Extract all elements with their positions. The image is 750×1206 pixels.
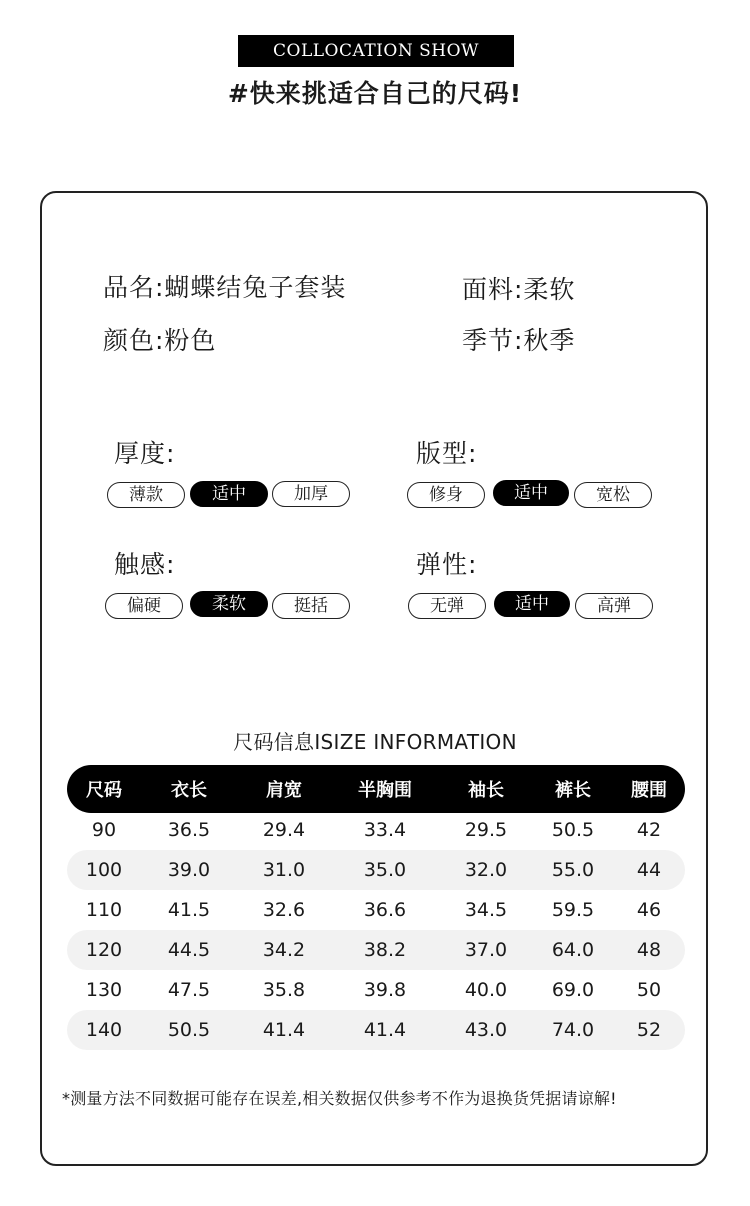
table-cell: 37.0 [464, 939, 508, 961]
product-name: 品名:蝴蝶结兔子套装 [103, 273, 347, 302]
table-cell: 39.8 [363, 979, 407, 1001]
table-cell: 47.5 [167, 979, 211, 1001]
table-cell: 69.0 [551, 979, 595, 1001]
table-cell: 40.0 [464, 979, 508, 1001]
size-table-header [67, 765, 685, 813]
collocation-show-banner: COLLOCATION SHOW [238, 35, 514, 67]
page-subtitle: #快来挑适合自己的尺码! [227, 79, 523, 108]
table-cell: 50 [636, 979, 662, 1001]
header-cell: 裤长 [555, 780, 591, 801]
elasticity-option-none: 无弹 [408, 593, 486, 619]
touch-option-hard: 偏硬 [105, 593, 183, 619]
table-cell: 64.0 [551, 939, 595, 961]
table-cell: 44 [636, 859, 662, 881]
fit-option-slim: 修身 [407, 482, 485, 508]
size-table-title: 尺码信息ISIZE INFORMATION [233, 730, 517, 754]
table-cell: 50.5 [167, 1019, 211, 1041]
table-cell: 34.2 [262, 939, 306, 961]
table-cell: 120 [85, 939, 123, 961]
fit-title: 版型: [416, 439, 478, 468]
elasticity-option-high: 高弹 [575, 593, 653, 619]
table-cell: 55.0 [551, 859, 595, 881]
header-cell: 半胸围 [358, 780, 412, 801]
table-cell: 110 [85, 899, 123, 921]
table-row [67, 890, 685, 930]
table-cell: 29.5 [464, 819, 508, 841]
table-cell: 31.0 [262, 859, 306, 881]
table-cell: 44.5 [167, 939, 211, 961]
fit-option-loose: 宽松 [574, 482, 652, 508]
table-cell: 130 [85, 979, 123, 1001]
table-cell: 43.0 [464, 1019, 508, 1041]
product-fabric: 面料:柔软 [462, 275, 576, 304]
table-cell: 33.4 [363, 819, 407, 841]
fit-option-medium: 适中 [493, 480, 569, 506]
product-color: 颜色:粉色 [103, 326, 217, 355]
elasticity-title: 弹性: [416, 550, 478, 579]
thickness-option-medium: 适中 [190, 481, 268, 507]
thickness-title: 厚度: [114, 439, 176, 468]
thickness-option-thick: 加厚 [272, 481, 350, 507]
table-cell: 36.5 [167, 819, 211, 841]
header-cell: 肩宽 [266, 780, 302, 801]
measurement-disclaimer: *测量方法不同数据可能存在误差,相关数据仅供参考不作为退换货凭据请谅解! [62, 1089, 617, 1108]
table-cell: 90 [91, 819, 117, 841]
table-row [67, 850, 685, 890]
table-row [67, 810, 685, 850]
header-cell: 腰围 [631, 780, 667, 801]
table-cell: 42 [636, 819, 662, 841]
product-season: 季节:秋季 [462, 326, 576, 355]
elasticity-option-medium: 适中 [494, 591, 570, 617]
table-cell: 140 [85, 1019, 123, 1041]
header-cell: 尺码 [86, 780, 122, 801]
table-cell: 59.5 [551, 899, 595, 921]
table-cell: 32.0 [464, 859, 508, 881]
table-cell: 35.8 [262, 979, 306, 1001]
touch-option-soft: 柔软 [190, 591, 268, 617]
header-cell: 衣长 [171, 780, 207, 801]
table-cell: 38.2 [363, 939, 407, 961]
header-cell: 袖长 [468, 780, 504, 801]
table-row [67, 930, 685, 970]
table-cell: 41.4 [262, 1019, 306, 1041]
touch-option-crisp: 挺括 [272, 593, 350, 619]
table-cell: 52 [636, 1019, 662, 1041]
table-cell: 46 [636, 899, 662, 921]
table-cell: 29.4 [262, 819, 306, 841]
table-cell: 39.0 [167, 859, 211, 881]
table-cell: 41.4 [363, 1019, 407, 1041]
table-cell: 74.0 [551, 1019, 595, 1041]
touch-title: 触感: [114, 550, 176, 579]
table-row [67, 1010, 685, 1050]
table-cell: 41.5 [167, 899, 211, 921]
table-cell: 36.6 [363, 899, 407, 921]
table-cell: 32.6 [262, 899, 306, 921]
table-cell: 34.5 [464, 899, 508, 921]
table-cell: 50.5 [551, 819, 595, 841]
table-cell: 48 [636, 939, 662, 961]
table-cell: 100 [85, 859, 123, 881]
table-row [67, 970, 685, 1010]
thickness-option-thin: 薄款 [107, 482, 185, 508]
table-cell: 35.0 [363, 859, 407, 881]
